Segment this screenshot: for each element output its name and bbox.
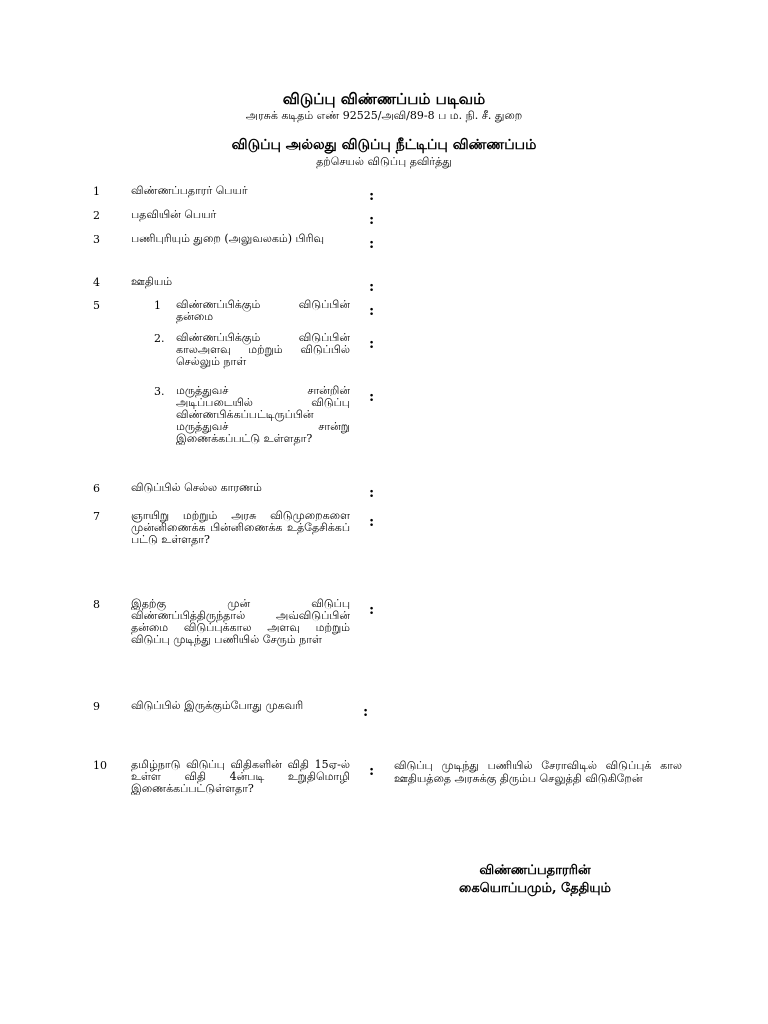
- colon-separator: :: [369, 303, 375, 319]
- colon-separator: :: [369, 485, 375, 501]
- item-number: 9: [93, 700, 100, 713]
- subitem-label: மருத்துவச் சான்றின் அடிப்படையில் விடுப்பு விண்ணபிக்கப்பட்டிருப்பின் மருத்துவச் சான்று இணைக்கப்பட்டு உள்ளதா?: [176, 384, 350, 445]
- item-number: 1: [93, 185, 100, 198]
- subitem-number: 2.: [154, 332, 165, 345]
- item-number: 8: [93, 598, 100, 611]
- item-number: 3: [93, 233, 100, 246]
- form-title: விடுப்பு விண்ணப்பம் படிவம்: [282, 90, 486, 108]
- reference-line: அரசுக் கடிதம் எண் 92525/அவி/89-8 ப ம. நி. சீ. துறை: [245, 109, 523, 122]
- form-note: தற்செயல் விடுப்பு தவிர்த்து: [316, 155, 452, 168]
- colon-separator: :: [369, 236, 375, 252]
- colon-separator: :: [369, 188, 375, 204]
- colon-separator: :: [369, 602, 375, 618]
- subitem-number: 1: [154, 299, 161, 312]
- item-label: விடுப்பில் செல்ல காரணம்: [131, 481, 262, 494]
- colon-separator: :: [369, 336, 375, 352]
- signature-line-1: விண்ணப்பதாரரின்: [479, 863, 591, 878]
- item-label: பணிபுரியும் துறை (அலுவலகம்) பிரிவு: [131, 232, 325, 245]
- colon-separator: :: [369, 389, 375, 405]
- subitem-number: 3.: [154, 385, 165, 398]
- item-label: ஞாயிறு மற்றும் அரசு விடுமுறைகளை முன்னிணைக்க பின்னிணைக்க உத்தேசிக்கப் பட்டு உள்ளதா?: [131, 509, 350, 546]
- subitem-label: விண்ணப்பிக்கும் விடுப்பின் தன்மை: [176, 298, 350, 323]
- item-number: 6: [93, 482, 100, 495]
- item-number: 7: [93, 510, 100, 523]
- signature-block: [420, 862, 650, 898]
- item-label: விடுப்பில் இருக்கும்போது முகவரி: [131, 699, 304, 712]
- item-label: விண்ணப்பதாரர் பெயர்: [131, 184, 248, 197]
- item-number: 4: [93, 276, 100, 289]
- item-label: பதவியின் பெயர்: [131, 208, 217, 221]
- colon-separator: :: [369, 212, 375, 228]
- item-label: இதற்கு முன் விடுப்பு விண்ணப்பித்திருந்தால் அவ்விடுப்பின் தன்மை விடுப்புக்கால அளவு மற்றும் விடுப்பு முடிந்து பணியில் சேரும் நாள்: [131, 597, 350, 646]
- colon-separator: :: [369, 763, 375, 779]
- item-number: 5: [93, 299, 100, 312]
- item-number: 10: [93, 759, 107, 772]
- colon-separator: :: [369, 279, 375, 295]
- declaration-text: விடுப்பு முடிந்து பணியில் சேராவிடில் விடுப்புக் கால ஊதியத்தை அரசுக்கு திரும்ப செலுத்தி விடுகிறேன்: [394, 759, 682, 785]
- signature-line-2: கையொப்பமும், தேதியும்: [459, 881, 611, 896]
- colon-separator: :: [363, 704, 369, 720]
- item-label: தமிழ்நாடு விடுப்பு விதிகளின் விதி 15ஏ-ல் உள்ள விதி 4ன்படி உறுதிமொழி இணைக்கப்பட்டுள்ளதா?: [131, 758, 350, 795]
- colon-separator: :: [369, 514, 375, 530]
- item-number: 2: [93, 209, 100, 222]
- item-label: ஊதியம்: [131, 275, 173, 288]
- form-subtitle: விடுப்பு அல்லது விடுப்பு நீட்டிப்பு விண்ணப்பம்: [231, 137, 537, 153]
- subitem-label: விண்ணப்பிக்கும் விடுப்பின் காலஅளவு மற்றும் விடுப்பில் செல்லும் நாள்: [176, 331, 350, 368]
